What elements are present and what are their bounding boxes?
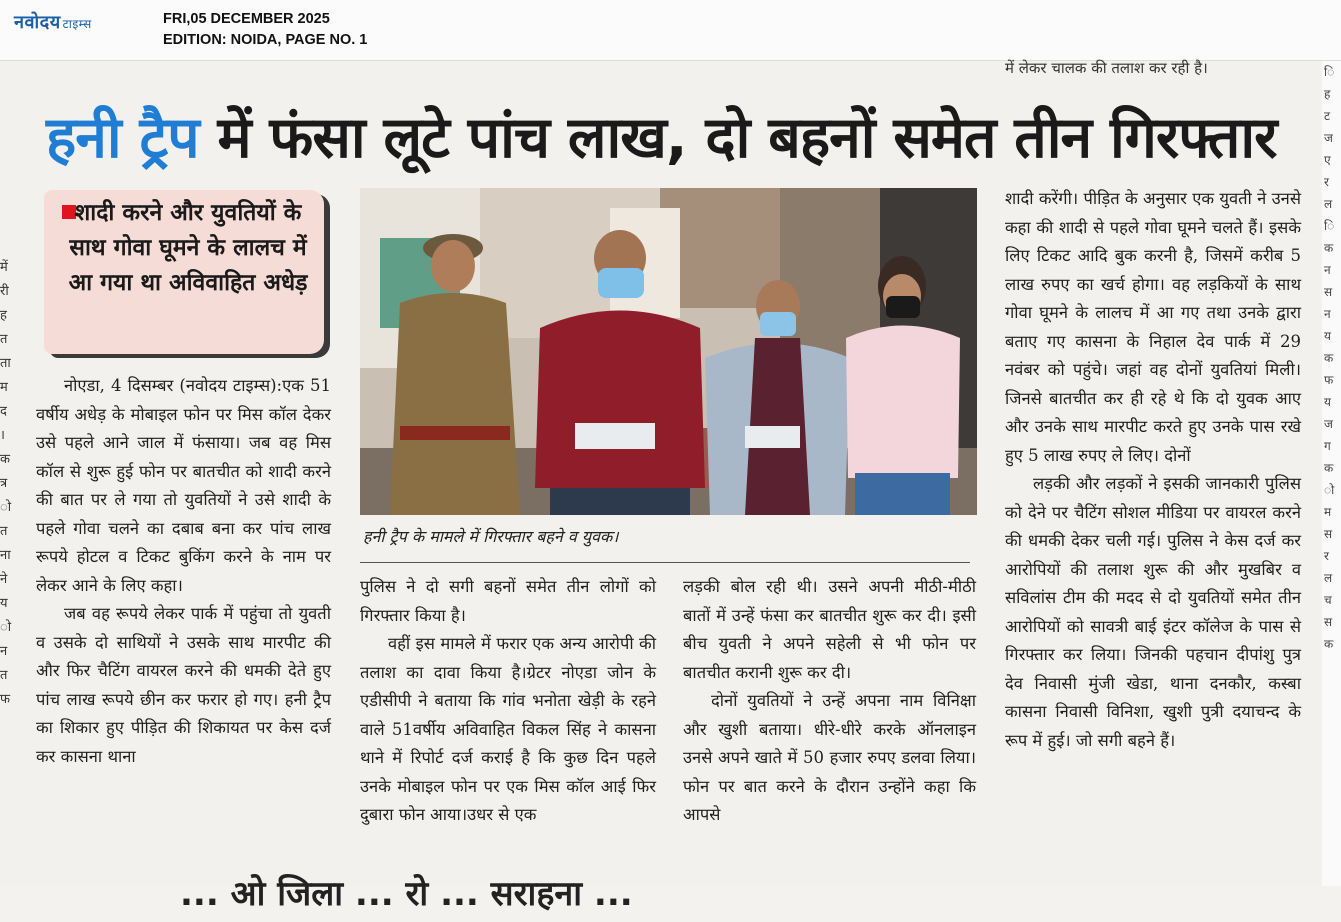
left-margin-fragment: त [0, 668, 8, 683]
col2-paragraph-2: वहीं इस मामले में फरार एक अन्य आरोपी की तलाश का दावा किया है।ग्रेटर नोएडा जोन के एडीसीपी ने बताया कि गांव भनोता खेड़ी के रहने वाले 51वर्षीय अविवाहित विकल सिंह ने कासना थाने में रिपोर्ट दर्ज कराई है कि कुछ दिन पहले उनके मोबाइल फोन पर एक मिस कॉल आई फिर दुबारा फोन आया।उधर से एक [360, 634, 656, 824]
newspaper-logo[interactable] [14, 10, 92, 34]
arrest-photo-image [360, 188, 977, 515]
left-margin-fragment: त [0, 332, 8, 347]
photo-caption: हनी ट्रैप के मामले में गिरफ्तार बहने व युवक। [363, 527, 619, 546]
right-margin-fragment: ज [1324, 131, 1333, 145]
right-margin-fragment: स [1324, 527, 1333, 541]
right-margin-fragment: स [1324, 615, 1333, 629]
left-margin-fragment: ता [0, 356, 11, 371]
col2-paragraph-1: पुलिस ने दो सगी बहनों समेत तीन लोगों को गिरफ्तार किया है। [360, 577, 656, 625]
right-margin-fragment: क [1324, 637, 1334, 651]
right-margin-fragment: क [1324, 461, 1334, 475]
headline-rest: में फंसा लूटे पांच लाख, दो बहनों समेत तीन गिरफ्तार [198, 105, 1277, 171]
left-margin-fragment: फ [0, 692, 11, 707]
clipped-text-top-right: में लेकर चालक की तलाश कर रही है। [1005, 59, 1208, 77]
article-column-4 [1005, 185, 1301, 755]
right-margin-fragment: क [1324, 241, 1334, 255]
right-margin-fragment: ए [1324, 153, 1331, 167]
headline-highlight: हनी ट्रैप [46, 105, 199, 171]
right-margin-fragment: ो [1324, 483, 1335, 497]
edition-label: EDITION: NOIDA, PAGE NO. 1 [163, 32, 368, 48]
left-margin-fragment: त [0, 524, 8, 539]
col4-paragraph-1: शादी करेंगी। पीड़ित के अनुसार एक युवती ने उनसे कहा की शादी से पहले गोवा घूमने चलते हैं। इसके लिए टिकट आदि बुक करनी है, जिसमें करीब 5 लाख रुपए का खर्च होगा। वह लड़कियों के साथ गोवा घूमने के लालच में आ गए तथा उनके द्वारा बताए गए कासना के निहाल देव पार्क में 29 नवंबर को पहुंचे। जहां वह दोनों युवतियां मिली। जिनसे बातचीत कर ही रहे थे कि दो युवक आए और उनके साथ मारपीट करते हुए उनके पास रखे हुए 5 लाख रुपए ले लिए। दोनों [1005, 189, 1301, 465]
callout-text: शादी करने और युवतियों के साथ गोवा घूमने के लालच में आ गया था अविवाहित अधेड़ [68, 200, 308, 296]
right-margin-fragment: ल [1324, 571, 1333, 585]
right-margin-fragment: स [1324, 285, 1333, 299]
left-margin-fragment: य [0, 596, 8, 611]
right-margin-clipping [1322, 61, 1341, 886]
right-margin-fragment: न [1324, 307, 1331, 321]
left-margin-fragment: । [0, 428, 5, 443]
left-margin-fragment: ना [0, 548, 11, 563]
news-photo[interactable] [360, 188, 977, 515]
right-margin-fragment: फ [1324, 373, 1334, 387]
left-margin-fragment: न [0, 644, 8, 659]
left-margin-fragment: ो [0, 500, 12, 515]
col1-paragraph-1: नोएडा, 4 दिसम्बर (नवोदय टाइम्स):एक 51 वर्षीय अधेड़ के मोबाइल फोन पर मिस कॉल देकर उसे पहले आने जाल में फंसाया। जब वह मिस कॉल से शुरू हुई फोन पर बातचीत को शादी करने की बात पर ले गया तो युवतियों ने उसे शादी के पहले गोवा चलने का दबाब बना कर पांच लाख रूपये होटल व टिकट बुकिंग करने के नाम पर लेकर आने के लिए कहा। [36, 376, 331, 595]
right-margin-fragment: य [1324, 329, 1331, 343]
left-margin-fragment: म [0, 380, 8, 395]
col1-paragraph-2: जब वह रूपये लेकर पार्क में पहुंचा तो युवती व उसके दो साथियों ने उसके साथ मारपीट की और फिर चैटिंग वायरल करने की धमकी देते हुए पांच लाख रूपये छीन कर फरार हो गए। हनी ट्रैप का शिकार हुए पीड़ित की शिकायत पर केस दर्ज कर कासना थाना [36, 604, 331, 766]
edition-info [163, 9, 367, 51]
right-margin-fragment: ग [1324, 439, 1331, 453]
col3-paragraph-2: दोनों युवतियों ने उन्हें अपना नाम विनिक्षा और खुशी बताया। धीरे-धीरे करके ऑनलाइन उनसे अपने खाते में 50 हजार रुपए डलवा लिया। फोन पर बात करने के दौरान उन्होंने कहा कि आपसे [683, 691, 976, 824]
left-margin-fragment: द [0, 404, 7, 419]
left-margin-fragment: ो [0, 620, 12, 635]
left-margin-fragment: ह [0, 308, 7, 323]
left-margin-clipping [0, 61, 12, 886]
right-margin-fragment: र [1324, 549, 1329, 563]
column-divider-rule [360, 562, 970, 563]
article-column-2 [360, 573, 656, 830]
article-headline [46, 99, 1277, 177]
article-column-3 [683, 573, 976, 830]
right-margin-fragment: म [1324, 505, 1332, 519]
right-margin-fragment: ल [1324, 197, 1333, 211]
right-margin-fragment: ि [1324, 65, 1335, 79]
right-margin-fragment: र [1324, 175, 1329, 189]
right-margin-fragment: ह [1324, 87, 1331, 101]
right-margin-fragment: य [1324, 395, 1331, 409]
logo-sub: टाइम्स [62, 17, 92, 31]
callout-box [44, 190, 324, 354]
right-margin-fragment: ज [1324, 417, 1333, 431]
right-margin-fragment: क [1324, 351, 1334, 365]
left-margin-fragment: त्र [0, 476, 8, 491]
left-margin-fragment: में [0, 260, 8, 275]
right-margin-fragment: ट [1324, 109, 1331, 123]
right-margin-fragment: च [1324, 593, 1332, 607]
right-margin-fragment: ि [1324, 219, 1335, 233]
col3-paragraph-1: लड़की बोल रही थी। उसने अपनी मीठी-मीठी बातों में उन्हें फंसा कर बातचीत शुरू कर दी। इसी बीच युवती ने अपने सहेली से भी फोन पर बातचीत करानी शुरू कर दी। [683, 577, 976, 682]
clipped-text-bottom: ... ओ जिला ... रो ... सराहना ... [180, 874, 633, 914]
col4-paragraph-2: लड़की और लड़कों ने इसकी जानकारी पुलिस को देने पर चैटिंग सोशल मीडिया पर वायरल करने की धमकी देकर चली गई। पुलिस ने केस दर्ज कर आरोपियों की तलाश शुरू की और मुखबिर व सविलांस टीम की मदद से दो युवतियों समेत तीन आरोपियों को सावत्री बाई इंटर कॉलेज के पास से गिरफ्तार कर लिया। जिनकी पहचान दीपांशु पुत्र देव निवासी मुंजी खेडा, थाना दनकौर, कस्बा कासना निवासी विनिशा, खुशी पुत्री दयाचन्द के रूप में हुई। जो सगी बहने हैं। [1005, 474, 1301, 750]
top-bar [0, 0, 1341, 61]
issue-date: FRI,05 DECEMBER 2025 [163, 11, 330, 27]
left-margin-fragment: ने [0, 572, 8, 587]
right-margin-fragment: न [1324, 263, 1331, 277]
logo-main: नवोदय [14, 12, 61, 33]
left-margin-fragment: क [0, 452, 10, 467]
left-margin-fragment: री [0, 284, 9, 299]
article-column-1 [36, 372, 331, 771]
